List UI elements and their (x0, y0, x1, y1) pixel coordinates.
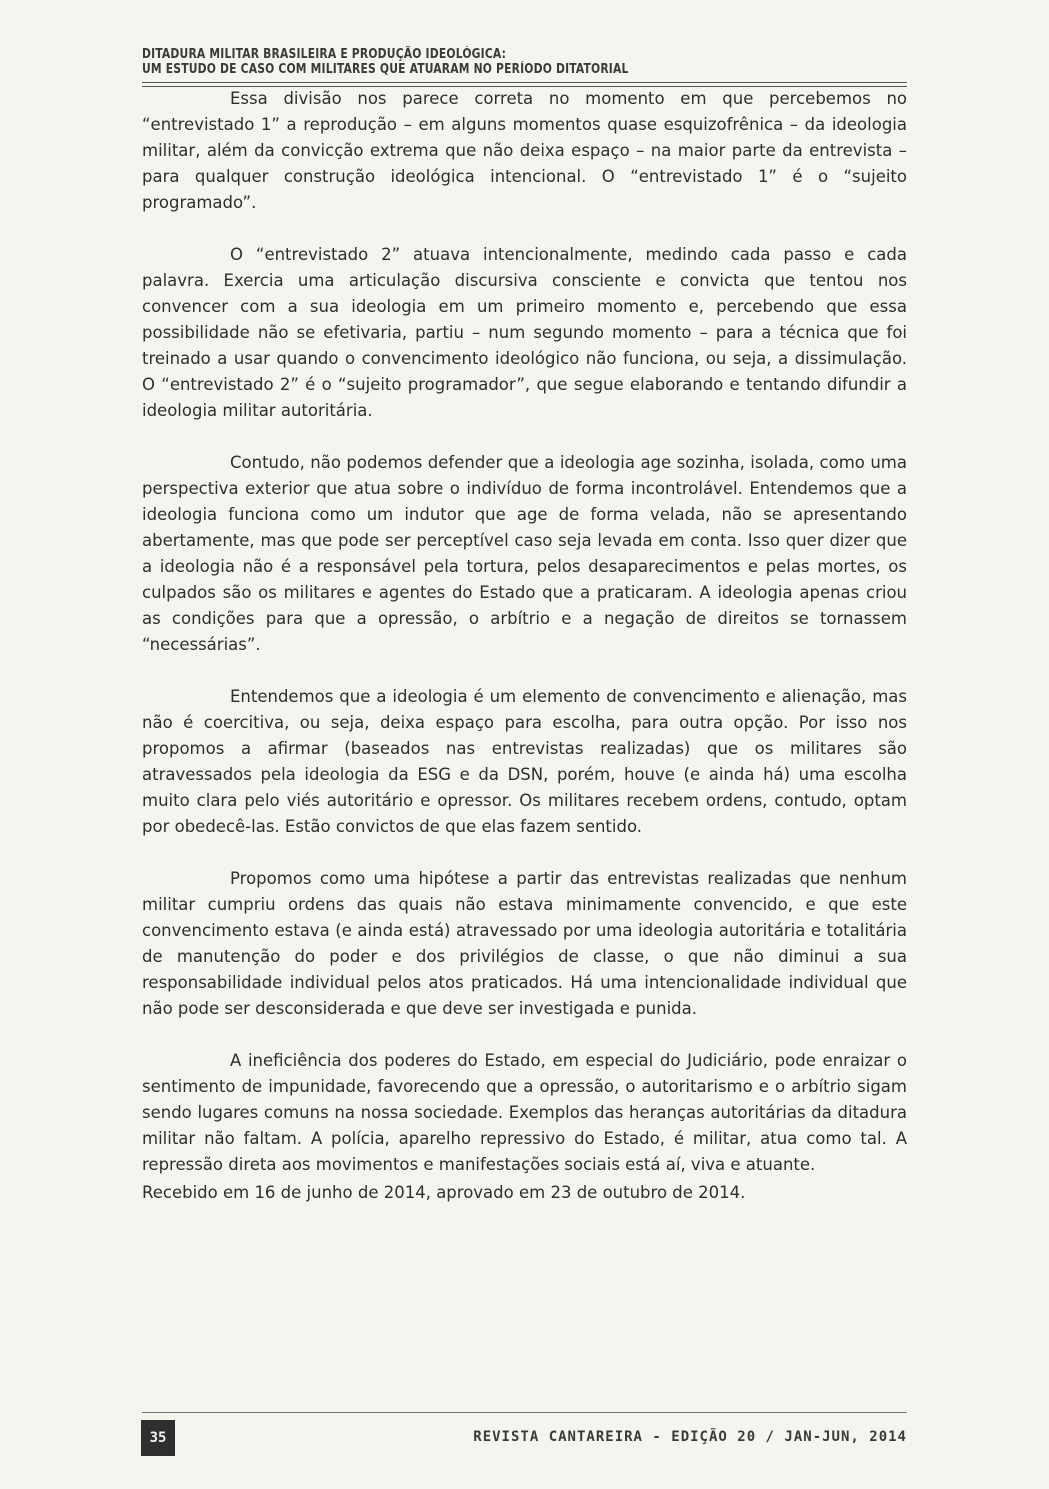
running-header (142, 47, 907, 77)
paragraph: A ineficiência dos poderes do Estado, em especial do Judiciário, pode enraizar o sentimento de impunidade, favorecendo que a opressão, o autoritarismo e o arbítrio sigam sendo lugares comuns na nossa sociedade. Exemplos das heranças autoritárias da ditadura militar não faltam. A polícia, aparelho repressivo do Estado, é militar, atua como tal. A repressão direta aos movimentos e manifestações sociais está aí, viva e atuante. (142, 1051, 907, 1174)
paragraph: Essa divisão nos parece correta no momento em que percebemos no “entrevistado 1” a reprodução – em alguns momentos quase esquizofrênica – da ideologia militar, além da convicção extrema que não deixa espaço – na maior parte da entrevista – para qualquer construção ideológica intencional. O “entrevistado 1” é o “sujeito programado”. (142, 89, 907, 212)
article-body (142, 86, 907, 1178)
header-title-line-1: DITADURA MILITAR BRASILEIRA E PRODUÇÃO IDEOLÓGICA: (142, 47, 507, 62)
paragraph: O “entrevistado 2” atuava intencionalmente, medindo cada passo e cada palavra. Exercia uma articulação discursiva consciente e convicta que tentou nos convencer com a sua ideologia em um primeiro momento e, percebendo que essa possibilidade não se efetivaria, partiu – num segundo momento – para a técnica que foi treinado a usar quando o convencimento ideológico não funciona, ou seja, a dissimulação. O “entrevistado 2” é o “sujeito programador”, que segue elaborando e tentando difundir a ideologia militar autoritária. (142, 245, 907, 420)
header-divider (142, 82, 907, 83)
header-title-line-2: UM ESTUDO DE CASO COM MILITARES QUE ATUARAM NO PERÍODO DITATORIAL (142, 62, 629, 77)
received-approved-note: Recebido em 16 de junho de 2014, aprovado em 23 de outubro de 2014. (142, 1183, 746, 1202)
paragraph: Propomos como uma hipótese a partir das entrevistas realizadas que nenhum militar cumpriu ordens das quais não estava minimamente convencido, e que este convencimento estava (e ainda está) atravessado por uma ideologia autoritária e totalitária de manutenção do poder e dos privilégios de classe, o que não diminui a sua responsabilidade individual pelos atos praticados. Há uma intencionalidade individual que não pode ser desconsiderada e que deve ser investigada e punida. (142, 869, 907, 1018)
footer-divider (142, 1412, 907, 1413)
paragraph: Entendemos que a ideologia é um elemento de convencimento e alienação, mas não é coercitiva, ou seja, deixa espaço para escolha, para outra opção. Por isso nos propomos a afirmar (baseados nas entrevistas realizadas) que os militares são atravessados pela ideologia da ESG e da DSN, porém, houve (e ainda há) uma escolha muito clara pelo viés autoritário e opressor. Os militares recebem ordens, contudo, optam por obedecê-las. Estão convictos de que elas fazem sentido. (142, 687, 907, 836)
journal-footer: REVISTA CANTAREIRA - EDIÇÃO 20 / JAN-JUN, 2014 (473, 1429, 907, 1445)
paragraph: Contudo, não podemos defender que a ideologia age sozinha, isolada, como uma perspectiva exterior que atua sobre o indivíduo de forma incontrolável. Entendemos que a ideologia funciona como um indutor que age de forma velada, não se apresentando abertamente, mas que pode ser perceptível caso seja levada em conta. Isso quer dizer que a ideologia não é a responsável pela tortura, pelos desaparecimentos e pelas mortes, os culpados são os militares e agentes do Estado que a praticaram. A ideologia apenas criou as condições para que a opressão, o arbítrio e a negação de direitos se tornassem “necessárias”. (142, 453, 907, 654)
page-number: 35 (141, 1420, 175, 1456)
